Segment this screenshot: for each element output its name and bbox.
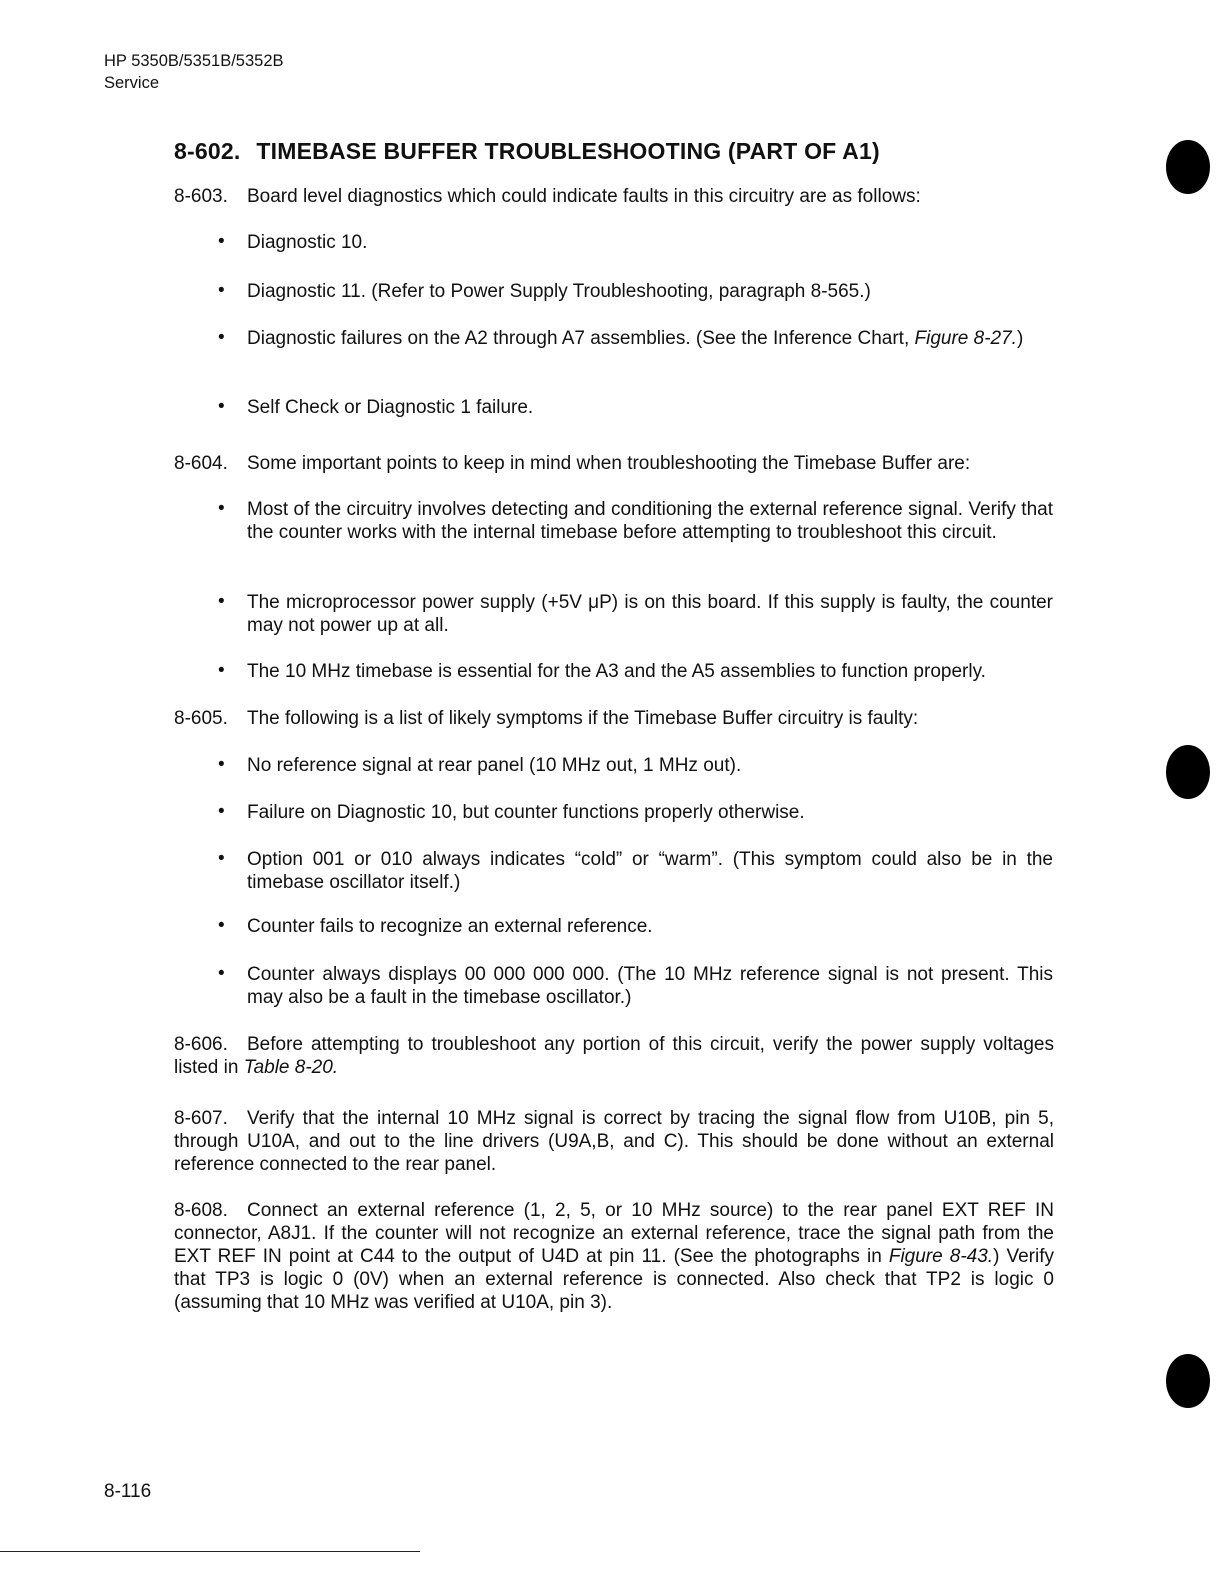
paragraph-8-604: [174, 452, 1054, 475]
list-item-text: Most of the circuitry involves detecting and conditioning the external reference signal. Verify that the counter works with the internal timebase before attempting to troubleshoot this circuit.: [247, 499, 1053, 543]
list-item: [218, 801, 1053, 824]
list-item: [218, 498, 1053, 544]
binder-hole-icon: [1166, 140, 1210, 194]
bullet-icon: •: [218, 660, 225, 681]
bullet-icon: •: [218, 801, 225, 822]
list-item-text: No reference signal at rear panel (10 MHz out, 1 MHz out).: [247, 755, 742, 776]
list-item: [218, 963, 1053, 1009]
bullet-icon: •: [218, 280, 225, 301]
paragraph-text: ) Verify that TP3 is logic 0 (0V) when an external reference is connected. Also check that TP2 is logic 0 (assuming that 10 MHz was verified at U10A, pin 3).: [174, 1246, 1054, 1313]
section-number: 8-602.: [174, 138, 241, 164]
list-item: [218, 660, 1053, 683]
list-item: [218, 591, 1053, 637]
bullet-icon: •: [218, 591, 225, 612]
section-title: [174, 136, 880, 166]
paragraph-8-606: [174, 1033, 1054, 1079]
list-item-text: The microprocessor power supply (+5V μP) is on this board. If this supply is faulty, the counter may not power up at all.: [247, 592, 1053, 636]
list-item: [218, 915, 1053, 938]
paragraph-8-607: [174, 1107, 1054, 1176]
bullet-icon: •: [218, 915, 225, 936]
list-item: [218, 848, 1053, 894]
paragraph-number: 8-603.: [174, 186, 228, 207]
paragraph-text: Before attempting to troubleshoot any portion of this circuit, verify the power supply voltages listed in: [174, 1034, 1054, 1078]
paragraph-8-605: [174, 707, 1054, 730]
list-item-text: The 10 MHz timebase is essential for the A3 and the A5 assemblies to function properly.: [247, 661, 986, 682]
binder-hole-icon: [1166, 745, 1210, 799]
list-item-text: Diagnostic 10.: [247, 232, 368, 253]
list-item-text: Failure on Diagnostic 10, but counter functions properly otherwise.: [247, 802, 805, 823]
list-item: [218, 280, 1053, 303]
paragraph-text: Connect an external reference (1, 2, 5, or 10 MHz source) to the rear panel EXT REF IN connector, A8J1. If the counter will not recognize an external reference, trace the signal path from the EXT REF IN point at C44 to the output of U4D at pin 11. (See the photographs in: [174, 1200, 1054, 1267]
manual-section: Service: [104, 74, 160, 92]
paragraph-number: 8-604.: [174, 453, 228, 474]
paragraph-text: Some important points to keep in mind when troubleshooting the Timebase Buffer are:: [247, 453, 971, 474]
figure-reference: Figure 8-27.: [914, 328, 1017, 349]
list-item-text: Counter fails to recognize an external reference.: [247, 916, 653, 937]
list-item-text: Self Check or Diagnostic 1 failure.: [247, 397, 534, 418]
bullet-icon: •: [218, 396, 225, 417]
binder-hole-icon: [1166, 1354, 1210, 1408]
list-item-text: Option 001 or 010 always indicates “cold” or “warm”. (This symptom could also be in the timebase oscillator itself.): [247, 849, 1053, 893]
page-number: 8-116: [104, 1481, 152, 1502]
list-item: [218, 396, 1053, 419]
table-reference: Table 8-20.: [243, 1057, 339, 1078]
bottom-rule: [0, 1551, 420, 1552]
paragraph-text: The following is a list of likely symptoms if the Timebase Buffer circuitry is faulty:: [247, 708, 919, 729]
bullet-icon: •: [218, 754, 225, 775]
bullet-icon: •: [218, 848, 225, 869]
paragraph-8-608: [174, 1199, 1054, 1314]
list-item-text: Diagnostic failures on the A2 through A7 assemblies. (See the Inference Chart,: [247, 328, 915, 349]
list-item-text: Counter always displays 00 000 000 000. (The 10 MHz reference signal is not present. This may also be a fault in the timebase oscillator.): [247, 964, 1053, 1008]
bullet-icon: •: [218, 498, 225, 519]
paragraph-number: 8-606.: [174, 1034, 228, 1055]
paragraph-text: Verify that the internal 10 MHz signal is correct by tracing the signal flow from U10B, pin 5, through U10A, and out to the line drivers (U9A,B, and C). This should be done without an external reference connected to the rear panel.: [174, 1108, 1054, 1175]
list-item: [218, 231, 1053, 254]
list-item: [218, 327, 1053, 350]
paragraph-number: 8-607.: [174, 1108, 228, 1129]
paragraph-text: Board level diagnostics which could indicate faults in this circuitry are as follows:: [247, 186, 921, 207]
figure-reference: Figure 8-43.: [888, 1246, 994, 1267]
paragraph-8-603: [174, 185, 1054, 208]
bullet-icon: •: [218, 231, 225, 252]
section-heading: TIMEBASE BUFFER TROUBLESHOOTING (PART OF A1): [256, 138, 880, 164]
page-header: [104, 50, 284, 94]
manual-model: HP 5350B/5351B/5352B: [104, 52, 284, 70]
paragraph-number: 8-605.: [174, 708, 228, 729]
bullet-icon: •: [218, 963, 225, 984]
list-item: [218, 754, 1053, 777]
list-item-text: ): [1016, 328, 1024, 349]
paragraph-number: 8-608.: [174, 1200, 228, 1221]
bullet-icon: •: [218, 327, 225, 348]
list-item-text: Diagnostic 11. (Refer to Power Supply Troubleshooting, paragraph 8-565.): [247, 281, 871, 302]
